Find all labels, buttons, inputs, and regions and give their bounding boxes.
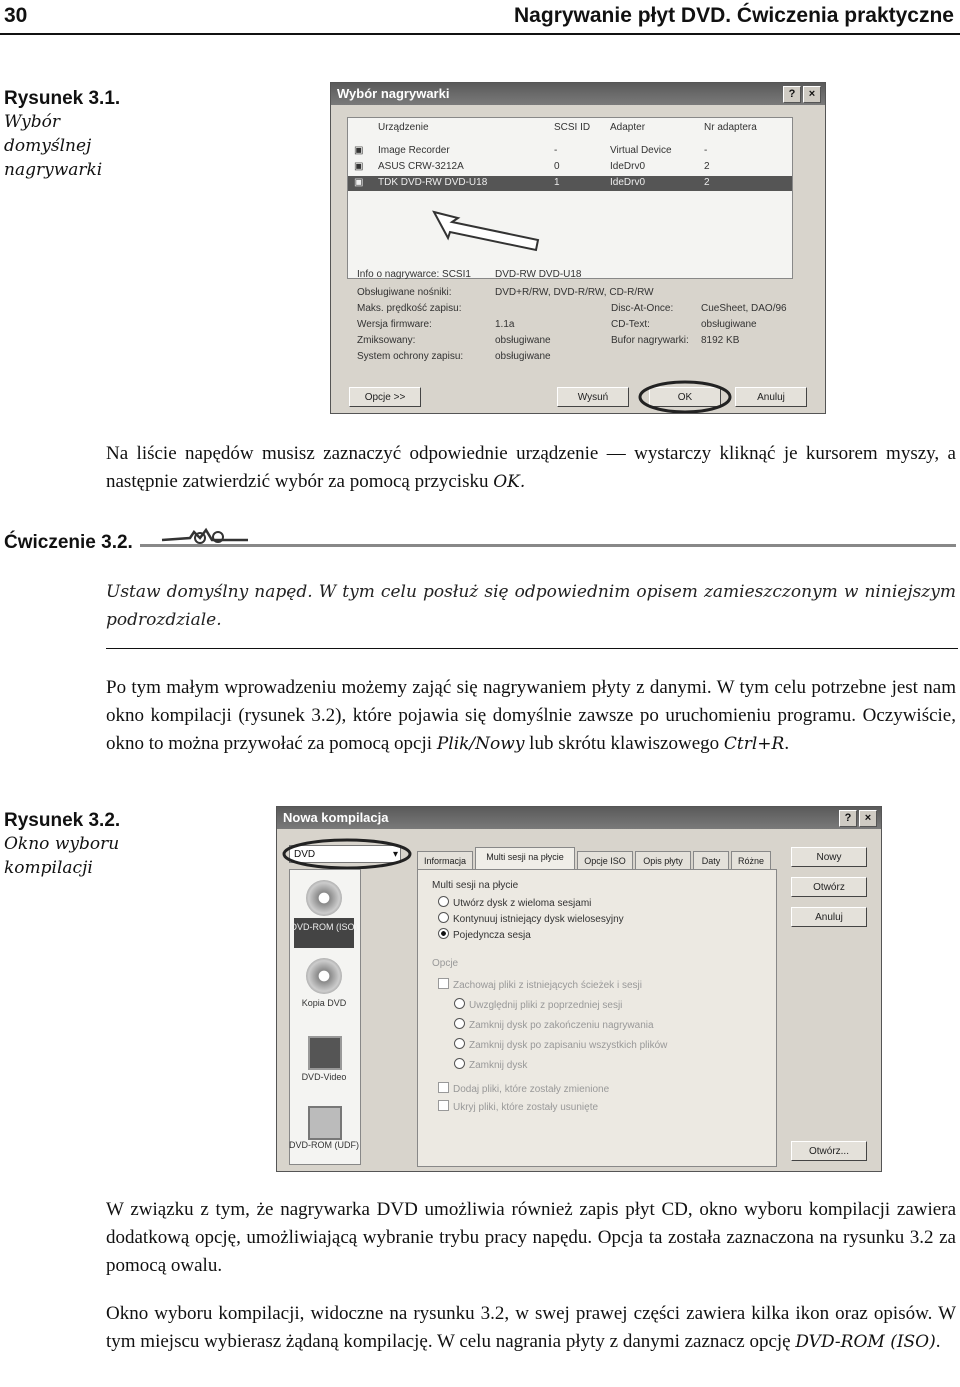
exercise-bottom-divider: [106, 648, 958, 649]
option-checkbox[interactable]: Dodaj pliki, które zostały zmienione: [438, 1082, 609, 1095]
close-button[interactable]: ×: [859, 810, 877, 827]
exercise-divider: [140, 544, 956, 547]
cancel-button[interactable]: Anuluj: [791, 907, 867, 927]
paragraph-2: Po tym małym wprowadzeniu możemy zająć się nagrywaniem płyty z danymi. W tym celu potrzebne jest nam okno kompilacji (rysunek 3.2), które pojawia się domyślnie zawsze po uruchomieniu programu. Oczywiście, okno to można przywołać za pomocą opcji Plik/Nowy lub skrótu klawiszowego Ctrl+R.: [106, 677, 956, 754]
running-header-title: Nagrywanie płyt DVD. Ćwiczenia praktyczne: [514, 4, 954, 27]
column-header-adapter[interactable]: Adapter: [610, 122, 646, 133]
paragraph-3: W związku z tym, że nagrywarka DVD umożliwia również zapis płyt CD, okno wyboru kompilacji zawiera dodatkową opcję, umożliwiającą wybranie trybu pracy napędu. Opcja ta została zaznaczona na rysunku 3.2 za pomocą owalu.: [106, 1199, 956, 1276]
help-button[interactable]: ?: [839, 810, 857, 827]
option-radio[interactable]: Zamknij dysk po zakończeniu nagrywania: [454, 1018, 654, 1031]
tab-iso-options[interactable]: Opcje ISO: [577, 851, 633, 869]
exercise-label: Ćwiczenie 3.2.: [4, 532, 133, 553]
dropdown-highlight-oval: [281, 837, 413, 871]
pointer-arrow-annotation: [428, 206, 548, 256]
open-button[interactable]: Otwórz: [791, 877, 867, 897]
option-checkbox[interactable]: Ukryj pliki, które zostały usunięte: [438, 1100, 598, 1113]
tab-disc-label[interactable]: Opis płyty: [635, 851, 691, 869]
option-radio[interactable]: Uwzględnij pliki z poprzedniej sesji: [454, 998, 622, 1011]
tab-dates[interactable]: Daty: [693, 851, 729, 869]
ok-highlight-oval: [637, 379, 733, 414]
figure-1-label: Rysunek 3.1.: [4, 88, 121, 109]
window-title: Wybór nagrywarki: [337, 86, 450, 101]
new-button[interactable]: Nowy: [791, 847, 867, 867]
column-header-adapter-no[interactable]: Nr adaptera: [704, 122, 757, 133]
option-radio[interactable]: Zamknij dysk po zapisaniu wszystkich plików: [454, 1038, 667, 1051]
dvd-rom-udf-icon[interactable]: [308, 1106, 342, 1140]
radio-multisession-continue[interactable]: Kontynuuj istniejący dysk wielosesyjny: [438, 912, 624, 925]
close-button[interactable]: ×: [803, 86, 821, 103]
window-title: Nowa kompilacja: [283, 810, 389, 825]
recorder-selection-window: Wybór nagrywarki ? × Urządzenie SCSI ID Adapter Nr adaptera ▣ Image Recorder - Virtual Device - ▣ ASUS CRW-3212A 0 IdeDrv0 2 ▣ TDK DVD-RW DVD-U18 1 IdeDrv0 2 Info o nagrywarce: SCSI1 DVD-RW DVD-U18 Obsługiwane nośniki: DVD+R/RW, DVD-R/RW, CD-R/RW Maks. prędkość zapisu: Wersja firmware: 1.1a Zmiksowany: obsługiwane System ochrony zapisu: obsługiwane Disc-At-Once: CueSheet, DAO/96 CD-Text: obsługiwane Bufor nagrywarki: 8192 KB Opcje >> Wysuń OK Anuluj: [330, 82, 826, 414]
compilation-type-list[interactable]: DVD-ROM (ISO) Kopia DVD DVD-Video DVD-ROM (UDF): [289, 869, 361, 1165]
eject-button[interactable]: Wysuń: [557, 387, 629, 407]
chevron-down-icon: ▾: [392, 849, 398, 860]
window-title-bar: [277, 807, 881, 829]
list-item[interactable]: ▣ Image Recorder - Virtual Device -: [354, 145, 708, 156]
dvd-video-icon[interactable]: [308, 1036, 342, 1070]
dvd-copy-icon[interactable]: [306, 958, 342, 994]
radio-multisession-new[interactable]: Utwórz dysk z wieloma sesjami: [438, 896, 591, 909]
paragraph-1: Na liście napędów musisz zaznaczyć odpowiednie urządzenie — wystarczy kliknąć je kursorem myszy, a następnie zatwierdzić wybór za pomocą przycisku OK.: [106, 443, 956, 492]
paragraph-4: Okno wyboru kompilacji, widoczne na rysunku 3.2, w swej prawej części zawiera kilka ikon oraz opisów. W tym miejscu wybierasz żądaną kompilację. W celu nagrania płyty z danymi zaznacz opcję DVD-ROM (ISO).: [106, 1303, 956, 1352]
radio-single-session[interactable]: Pojedyncza sesja: [438, 928, 531, 941]
open-file-button[interactable]: Otwórz...: [791, 1141, 867, 1161]
media-type-dropdown[interactable]: DVD ▾: [289, 845, 401, 863]
column-header-scsi[interactable]: SCSI ID: [554, 122, 591, 133]
column-header-device[interactable]: Urządzenie: [378, 122, 429, 133]
recorder-list[interactable]: [347, 117, 793, 279]
header-divider: [0, 33, 960, 35]
cancel-button[interactable]: Anuluj: [735, 387, 807, 407]
list-item-selected[interactable]: ▣ TDK DVD-RW DVD-U18 1 IdeDrv0 2: [348, 176, 792, 191]
window-title-bar: [331, 83, 825, 105]
option-radio[interactable]: Zamknij dysk: [454, 1058, 527, 1071]
page-number: 30: [4, 4, 28, 27]
tab-misc[interactable]: Różne: [731, 851, 771, 869]
new-compilation-window: [276, 806, 882, 1172]
tab-info[interactable]: Informacja: [417, 851, 473, 869]
figure-2-label: Rysunek 3.2.: [4, 810, 121, 831]
exercise-tools-icon: [160, 526, 250, 548]
figure-1-caption: Wybór domyślnej nagrywarki: [4, 112, 103, 180]
ok-button[interactable]: OK: [649, 387, 721, 407]
list-item[interactable]: ▣ ASUS CRW-3212A 0 IdeDrv0 2: [354, 161, 710, 172]
options-button[interactable]: Opcje >>: [349, 387, 421, 407]
help-button[interactable]: ?: [783, 86, 801, 103]
tab-panel: Multi sesji na płycie Utwórz dysk z wieloma sesjami Kontynuuj istniejący dysk wielosesyjny Pojedyncza sesja Opcje Zachowaj pliki z istniejących ścieżek i sesji Uwzględnij pliki z poprzedniej sesji Zamknij dysk po zakończeniu nagrywania Zamknij dysk po zapisaniu wszystkich plików Zamknij dysk Dodaj pliki, które zostały zmienione Ukryj pliki, które zostały usunięte: [417, 869, 777, 1167]
tab-multisession[interactable]: Multi sesji na płycie: [475, 847, 575, 869]
dvd-rom-iso-icon[interactable]: [306, 880, 342, 916]
figure-2-caption: Okno wyboru kompilacji: [4, 834, 120, 878]
option-checkbox[interactable]: Zachowaj pliki z istniejących ścieżek i sesji: [438, 978, 642, 991]
exercise-text: Ustaw domyślny napęd. W tym celu posłuż się odpowiednim opisem zamieszczonym w niniejszym podrozdziale.: [106, 582, 956, 630]
